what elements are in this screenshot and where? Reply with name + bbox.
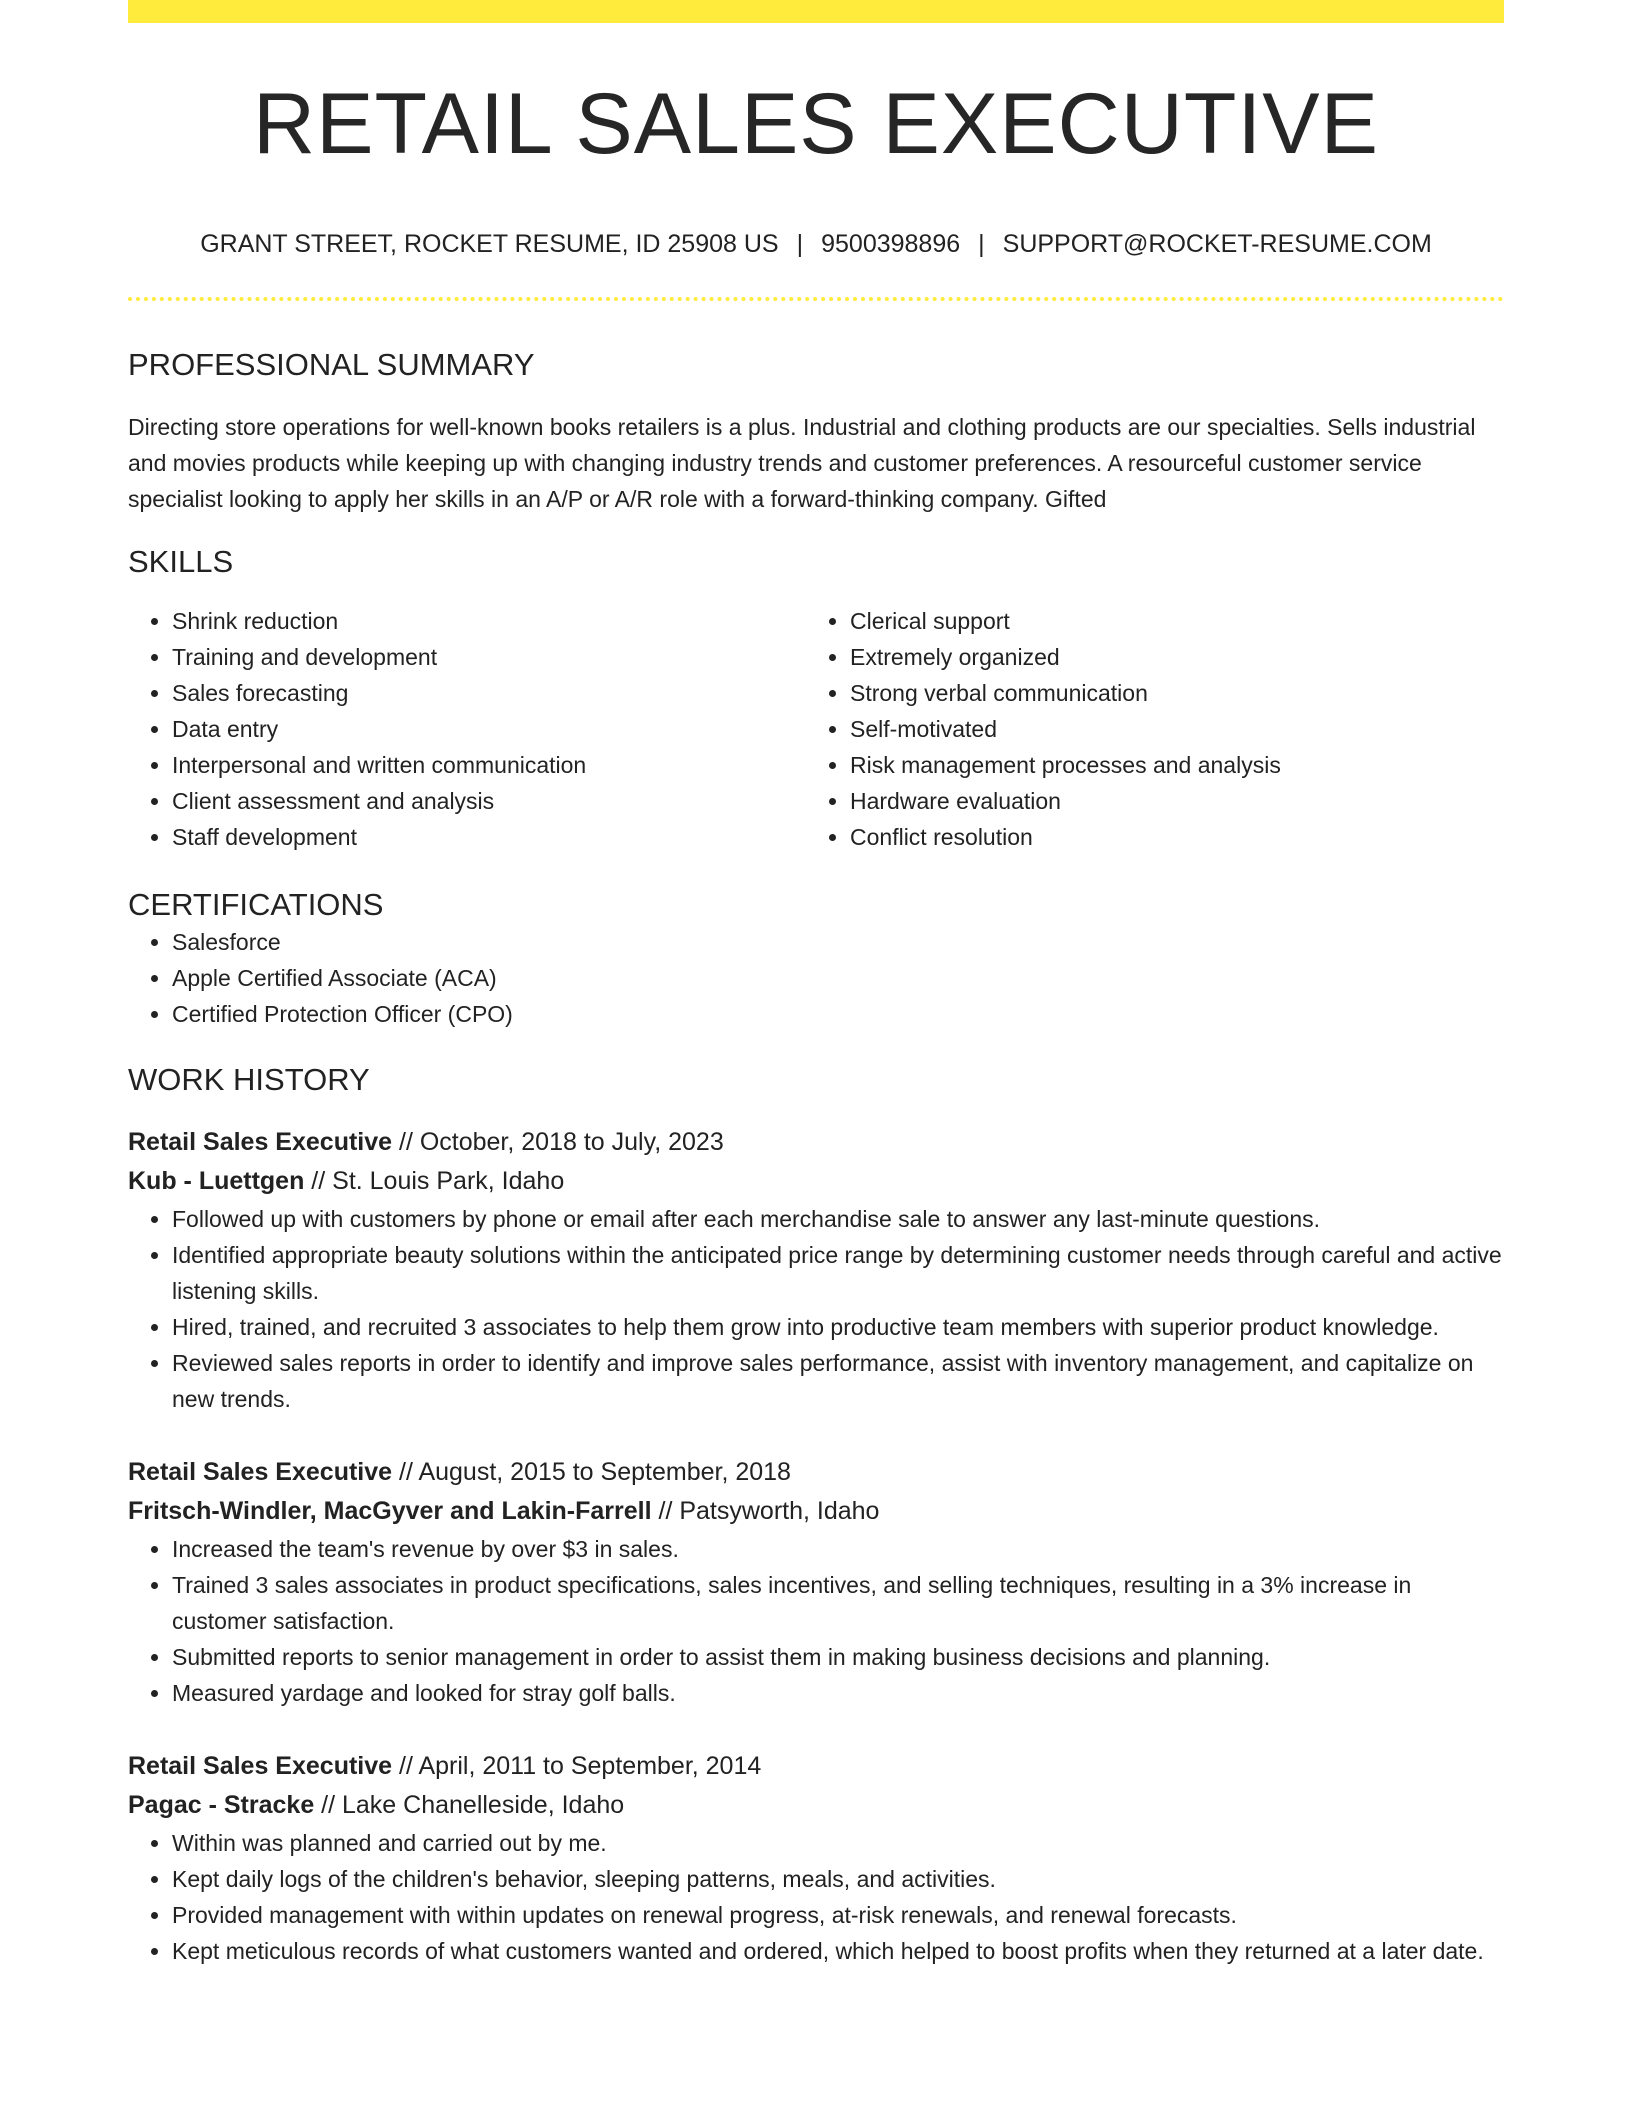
skills-column-right [806, 603, 1484, 855]
contact-address: GRANT STREET, ROCKET RESUME, ID 25908 US [200, 230, 779, 258]
certification-item: • Salesforce [172, 924, 1504, 960]
skill-item: • Training and development [172, 639, 806, 675]
skill-item: • Conflict resolution [850, 819, 1484, 855]
job-location: // Patsyworth, Idaho [651, 1497, 880, 1525]
job-dates: // August, 2015 to September, 2018 [392, 1458, 791, 1486]
job-title-line [128, 1123, 1504, 1162]
job-bullet: • Submitted reports to senior management in order to assist them in making business decisions and planning. [172, 1639, 1504, 1675]
skills-list-right [806, 603, 1484, 855]
job-dates: // October, 2018 to July, 2023 [392, 1128, 724, 1156]
skill-item: • Data entry [172, 711, 806, 747]
work-history-heading: WORK HISTORY [128, 1062, 370, 1097]
certifications-list [128, 924, 1504, 1032]
certifications-heading: CERTIFICATIONS [128, 887, 384, 922]
skill-item: • Staff development [172, 819, 806, 855]
job-bullet: • Kept daily logs of the children's behavior, sleeping patterns, meals, and activities. [172, 1861, 1504, 1897]
certification-item: • Certified Protection Officer (CPO) [172, 996, 1504, 1032]
job-bullets [128, 1201, 1504, 1417]
job-bullets [128, 1531, 1504, 1711]
skill-item: • Extremely organized [850, 639, 1484, 675]
resume-page [128, 0, 1504, 1969]
skill-item: • Hardware evaluation [850, 783, 1484, 819]
job-bullet: • Kept meticulous records of what customers wanted and ordered, which helped to boost profits when they returned at a later date. [172, 1933, 1504, 1969]
job-bullet: • Provided management with within updates on renewal progress, at-risk renewals, and renewal forecasts. [172, 1897, 1504, 1933]
skills-heading: SKILLS [128, 544, 234, 579]
skill-item: • Strong verbal communication [850, 675, 1484, 711]
skill-item: • Interpersonal and written communication [172, 747, 806, 783]
job-title-line [128, 1747, 1504, 1786]
job-role: Retail Sales Executive [128, 1128, 393, 1156]
job-bullets [128, 1825, 1504, 1969]
header-divider [128, 297, 1504, 301]
skills-grid [128, 603, 1504, 855]
skills-column-left [128, 603, 806, 855]
skill-item: • Client assessment and analysis [172, 783, 806, 819]
job-company-line [128, 1162, 1504, 1201]
skill-item: • Clerical support [850, 603, 1484, 639]
job-role: Retail Sales Executive [128, 1752, 393, 1780]
accent-top-bar [128, 0, 1504, 23]
job-company: Kub - Luettgen [128, 1167, 305, 1195]
job-company-line [128, 1492, 1504, 1531]
contact-separator: | [796, 230, 804, 258]
skill-item: • Sales forecasting [172, 675, 806, 711]
skill-item: • Risk management processes and analysis [850, 747, 1484, 783]
job-entry [128, 1747, 1504, 1969]
skill-item: • Self-motivated [850, 711, 1484, 747]
job-bullet: • Within was planned and carried out by me. [172, 1825, 1504, 1861]
job-bullet: • Hired, trained, and recruited 3 associates to help them grow into productive team members with superior product knowledge. [172, 1309, 1504, 1345]
job-company: Fritsch-Windler, MacGyver and Lakin-Farrell [128, 1497, 652, 1525]
job-bullet: • Increased the team's revenue by over $3 in sales. [172, 1531, 1504, 1567]
job-bullet: • Measured yardage and looked for stray golf balls. [172, 1675, 1504, 1711]
contact-email: SUPPORT@ROCKET-RESUME.COM [1002, 230, 1432, 258]
job-bullet: • Identified appropriate beauty solutions within the anticipated price range by determining customer needs through careful and active listening skills. [172, 1237, 1504, 1309]
job-dates: // April, 2011 to September, 2014 [392, 1752, 762, 1780]
job-company: Pagac - Stracke [128, 1791, 315, 1819]
job-title-line [128, 1453, 1504, 1492]
job-bullet: • Trained 3 sales associates in product specifications, sales incentives, and selling techniques, resulting in a 3% increase in customer satisfaction. [172, 1567, 1504, 1639]
skills-list-left [128, 603, 806, 855]
job-entry [128, 1453, 1504, 1711]
contact-phone: 9500398896 [821, 230, 961, 258]
job-location: // Lake Chanelleside, Idaho [314, 1791, 625, 1819]
summary-text: Directing store operations for well-known books retailers is a plus. Industrial and clothing products are our specialties. Sells industrial and movies products while keeping up with changing industry trends and customer preferences. A resourceful customer service specialist looking to apply her skills in an A/P or A/R role with a forward-thinking company. Gifted [128, 414, 1476, 512]
job-entry [128, 1123, 1504, 1417]
contact-line [128, 229, 1504, 259]
job-company-line [128, 1786, 1504, 1825]
certification-item: • Apple Certified Associate (ACA) [172, 960, 1504, 996]
resume-title: RETAIL SALES EXECUTIVE [252, 76, 1380, 172]
contact-separator: | [978, 230, 985, 258]
skill-item: • Shrink reduction [172, 603, 806, 639]
job-bullet: • Followed up with customers by phone or email after each merchandise sale to answer any last-minute questions. [172, 1201, 1504, 1237]
job-role: Retail Sales Executive [128, 1458, 393, 1486]
job-location: // St. Louis Park, Idaho [304, 1167, 565, 1195]
job-bullet: • Reviewed sales reports in order to identify and improve sales performance, assist with inventory management, and capitalize on new trends. [172, 1345, 1504, 1417]
summary-heading: PROFESSIONAL SUMMARY [128, 347, 535, 382]
